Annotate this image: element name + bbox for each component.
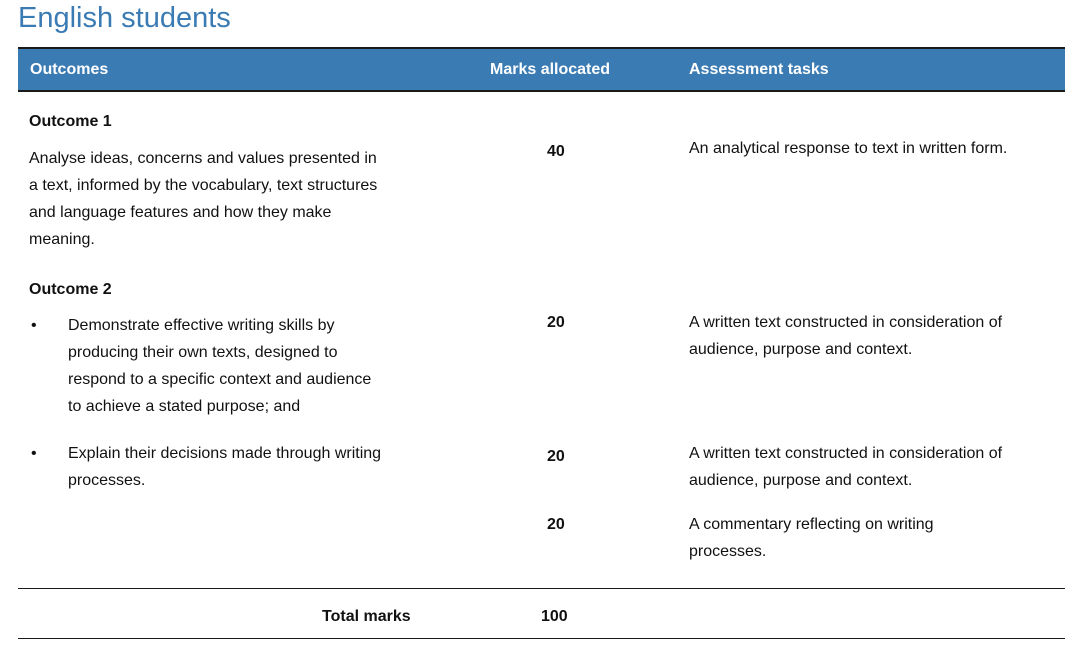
total-label: Total marks [322, 608, 411, 625]
total-value: 100 [541, 608, 568, 625]
outcome2-item1-line: Demonstrate effective writing skills by [68, 317, 335, 334]
outcome2-item2-marks: 20 [547, 448, 565, 465]
outcome2-item1-marks: 20 [547, 314, 565, 331]
table-header [18, 47, 1065, 92]
outcome2-item1-task-line: A written text constructed in consideration of [689, 314, 1003, 331]
outcome1-marks: 40 [547, 143, 565, 160]
outcome1-text-line: and language features and how they make [29, 204, 332, 221]
header-outcomes: Outcomes [30, 61, 109, 78]
outcome1-text-line: a text, informed by the vocabulary, text structures [29, 177, 378, 194]
outcome2-item2-line: Explain their decisions made through writing [68, 445, 382, 462]
bullet-icon: • [31, 317, 37, 334]
outcome2-item3-marks: 20 [547, 516, 565, 533]
outcome2-item1-line: to achieve a stated purpose; and [68, 398, 301, 415]
outcome1-text-line: Analyse ideas, concerns and values presented in [29, 150, 377, 167]
outcome1-heading: Outcome 1 [29, 113, 112, 130]
header-marks: Marks allocated [490, 61, 611, 78]
page-title: English students [18, 2, 231, 34]
outcome2-item1-task-line: audience, purpose and context. [689, 341, 913, 358]
outcome2-item3-task-line: processes. [689, 543, 767, 560]
outcome1-text-line: meaning. [29, 231, 95, 248]
outcome2-item3-task-line: A commentary reflecting on writing [689, 516, 934, 533]
outcome1-task: An analytical response to text in written form. [689, 140, 1008, 157]
header-tasks: Assessment tasks [689, 61, 829, 78]
outcome2-item1-line: producing their own texts, designed to [68, 344, 338, 361]
total-bottom-rule [18, 638, 1065, 639]
bullet-icon: • [31, 445, 37, 462]
outcome2-item2-task-line: audience, purpose and context. [689, 472, 913, 489]
outcome2-item1-line: respond to a specific context and audience [68, 371, 372, 388]
outcome2-item2-task-line: A written text constructed in consideration of [689, 445, 1003, 462]
outcome2-heading: Outcome 2 [29, 281, 112, 298]
total-top-rule [18, 588, 1065, 589]
outcome2-item2-line: processes. [68, 472, 146, 489]
